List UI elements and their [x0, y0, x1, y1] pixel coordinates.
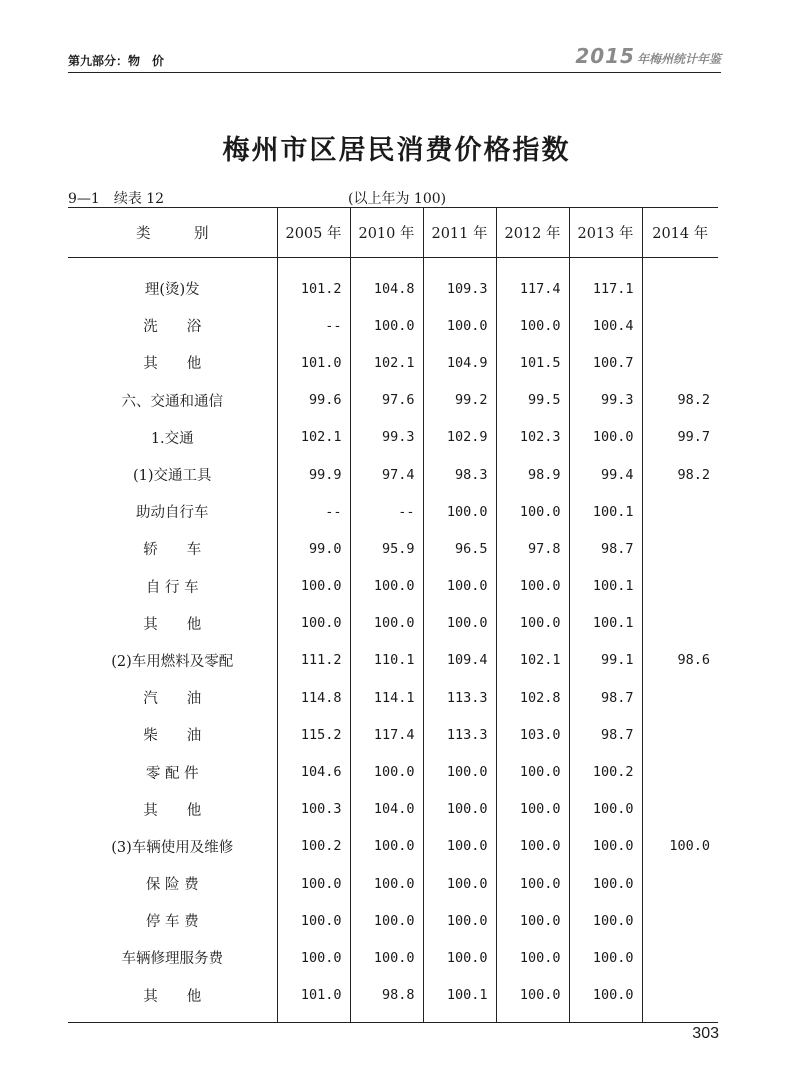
index-value-cell: 101.5 [496, 344, 569, 381]
index-value-cell [642, 679, 718, 716]
index-value-cell: 100.0 [496, 939, 569, 976]
index-value-cell: 100.0 [277, 605, 350, 642]
index-value-cell: 97.8 [496, 530, 569, 567]
table-label: 9—1 续表 12 [68, 191, 165, 207]
index-value-cell [642, 568, 718, 605]
index-value-cell [642, 493, 718, 530]
index-value-cell: 100.0 [496, 791, 569, 828]
index-value-cell: 97.6 [350, 382, 423, 419]
row-category-label: (1)交通工具 [132, 468, 212, 485]
table-row [68, 307, 718, 344]
index-value-cell: 100.0 [496, 977, 569, 1023]
row-category-label: 汽 油 [143, 691, 202, 708]
index-value-cell: 100.0 [423, 307, 496, 344]
page-number: 303 [692, 1025, 719, 1042]
row-category-label: 六、交通和通信 [121, 393, 223, 410]
index-value-cell: 100.0 [277, 865, 350, 902]
row-category-label: 其 他 [143, 616, 202, 633]
index-value-cell: 114.8 [277, 679, 350, 716]
index-value-cell: 100.0 [423, 605, 496, 642]
index-value-cell: 100.0 [569, 419, 642, 456]
price-index-table-wrap [68, 207, 718, 1023]
index-value-cell: 117.1 [569, 258, 642, 308]
index-value-cell: 114.1 [350, 679, 423, 716]
index-value-cell: 100.1 [423, 977, 496, 1023]
index-value-cell: 100.0 [569, 828, 642, 865]
table-row [68, 828, 718, 865]
table-body [68, 258, 718, 1023]
table-row [68, 865, 718, 902]
index-value-cell: 99.7 [642, 419, 718, 456]
index-value-cell: 102.8 [496, 679, 569, 716]
index-value-cell: 100.0 [350, 307, 423, 344]
index-value-cell: 103.0 [496, 716, 569, 753]
index-value-cell: 100.0 [350, 828, 423, 865]
row-category-label: 其 他 [143, 802, 202, 819]
price-index-table [68, 207, 718, 1023]
index-value-cell: 100.0 [496, 828, 569, 865]
index-value-cell: 98.9 [496, 456, 569, 493]
index-value-cell: 95.9 [350, 530, 423, 567]
index-value-cell: 109.4 [423, 642, 496, 679]
index-value-cell: 99.5 [496, 382, 569, 419]
index-value-cell [642, 865, 718, 902]
index-value-cell: 100.0 [423, 791, 496, 828]
index-value-cell: 100.0 [423, 828, 496, 865]
index-value-cell: 99.2 [423, 382, 496, 419]
row-category-label: (3)车辆使用及维修 [111, 839, 234, 856]
index-value-cell: 104.9 [423, 344, 496, 381]
index-value-cell: 98.7 [569, 679, 642, 716]
column-header-year: 2005 年 [277, 208, 350, 258]
table-row [68, 530, 718, 567]
index-value-cell [642, 939, 718, 976]
row-category-label: 停 车 费 [145, 914, 199, 931]
index-value-cell: 117.4 [350, 716, 423, 753]
index-value-cell: 100.1 [569, 568, 642, 605]
table-row [68, 939, 718, 976]
index-value-cell: 100.4 [569, 307, 642, 344]
index-value-cell: 101.0 [277, 977, 350, 1023]
row-category-label: 柴 油 [143, 728, 202, 745]
column-header-year: 2014 年 [642, 208, 718, 258]
index-value-cell: 100.0 [350, 939, 423, 976]
table-row [68, 753, 718, 790]
header-rule [68, 72, 721, 73]
index-value-cell: 97.4 [350, 456, 423, 493]
index-value-cell: 100.0 [642, 828, 718, 865]
index-value-cell: 100.0 [277, 902, 350, 939]
index-value-cell: 100.1 [569, 493, 642, 530]
table-row [68, 791, 718, 828]
index-value-cell [642, 753, 718, 790]
table-row [68, 493, 718, 530]
index-value-cell [642, 605, 718, 642]
table-row [68, 456, 718, 493]
row-category-label: 零 配 件 [145, 765, 199, 782]
table-row [68, 258, 718, 308]
index-value-cell: 100.0 [350, 865, 423, 902]
index-value-cell: 101.2 [277, 258, 350, 308]
index-value-cell [642, 977, 718, 1023]
index-value-cell: 100.0 [277, 939, 350, 976]
index-value-cell: 100.0 [496, 902, 569, 939]
column-header-year: 2012 年 [496, 208, 569, 258]
table-row [68, 382, 718, 419]
index-value-cell: 99.0 [277, 530, 350, 567]
index-value-cell: 100.0 [496, 753, 569, 790]
table-row [68, 642, 718, 679]
index-value-cell: 99.1 [569, 642, 642, 679]
table-header-row [68, 208, 718, 258]
index-value-cell: 98.8 [350, 977, 423, 1023]
row-category-label: 其 他 [143, 356, 202, 373]
index-value-cell [642, 791, 718, 828]
column-header-category: 类 别 [68, 208, 277, 258]
index-value-cell: -- [277, 307, 350, 344]
table-row [68, 977, 718, 1023]
row-category-label: 理(烫)发 [144, 282, 200, 299]
row-category-label: 助动自行车 [136, 505, 209, 522]
index-value-cell: 100.0 [496, 493, 569, 530]
index-value-cell: 102.3 [496, 419, 569, 456]
table-note: (以上年为 100) [348, 191, 447, 207]
index-value-cell: 102.9 [423, 419, 496, 456]
index-value-cell: 100.0 [569, 791, 642, 828]
table-row [68, 679, 718, 716]
index-value-cell [642, 530, 718, 567]
index-value-cell: 100.0 [496, 865, 569, 902]
index-value-cell: 98.2 [642, 382, 718, 419]
yearbook-name: 年梅州统计年鉴 [636, 52, 721, 66]
index-value-cell: 100.0 [277, 568, 350, 605]
index-value-cell: 100.0 [569, 939, 642, 976]
table-row [68, 605, 718, 642]
index-value-cell: 99.9 [277, 456, 350, 493]
index-value-cell: 101.0 [277, 344, 350, 381]
index-value-cell: 102.1 [277, 419, 350, 456]
row-category-label: 1.交通 [150, 430, 194, 447]
index-value-cell: 100.0 [569, 902, 642, 939]
index-value-cell: 100.1 [569, 605, 642, 642]
yearbook-year: 2015 [575, 44, 635, 68]
index-value-cell: 100.0 [423, 753, 496, 790]
column-header-year: 2013 年 [569, 208, 642, 258]
index-value-cell: 102.1 [496, 642, 569, 679]
index-value-cell: 99.6 [277, 382, 350, 419]
index-value-cell: 100.2 [277, 828, 350, 865]
index-value-cell: 100.7 [569, 344, 642, 381]
table-row [68, 419, 718, 456]
index-value-cell: 100.0 [423, 865, 496, 902]
index-value-cell: 117.4 [496, 258, 569, 308]
index-value-cell: 100.3 [277, 791, 350, 828]
row-category-label: 洗 浴 [143, 319, 202, 336]
index-value-cell: 98.7 [569, 716, 642, 753]
yearbook-header [575, 44, 721, 68]
section-header: 第九部分：物 价 [68, 54, 165, 68]
index-value-cell: 99.3 [569, 382, 642, 419]
index-value-cell: 100.0 [350, 753, 423, 790]
index-value-cell: 100.0 [350, 902, 423, 939]
index-value-cell: 110.1 [350, 642, 423, 679]
row-category-label: 保 险 费 [145, 877, 199, 894]
index-value-cell: 111.2 [277, 642, 350, 679]
table-row [68, 344, 718, 381]
index-value-cell: 109.3 [423, 258, 496, 308]
row-category-label: (2)车用燃料及零配 [111, 653, 234, 670]
page-title: 梅州市区居民消费价格指数 [222, 135, 571, 166]
index-value-cell: 100.0 [496, 568, 569, 605]
index-value-cell: 100.0 [423, 902, 496, 939]
index-value-cell: 100.0 [569, 977, 642, 1023]
index-value-cell: 104.0 [350, 791, 423, 828]
row-category-label: 车辆修理服务费 [121, 951, 223, 968]
index-value-cell: 100.0 [496, 605, 569, 642]
index-value-cell [642, 344, 718, 381]
index-value-cell: 115.2 [277, 716, 350, 753]
index-value-cell: 99.4 [569, 456, 642, 493]
index-value-cell [642, 902, 718, 939]
index-value-cell: 98.3 [423, 456, 496, 493]
index-value-cell: 96.5 [423, 530, 496, 567]
column-header-year: 2011 年 [423, 208, 496, 258]
table-row [68, 568, 718, 605]
index-value-cell: 100.0 [350, 568, 423, 605]
table-row [68, 902, 718, 939]
index-value-cell [642, 307, 718, 344]
index-value-cell: 98.2 [642, 456, 718, 493]
index-value-cell: 104.6 [277, 753, 350, 790]
index-value-cell: -- [350, 493, 423, 530]
index-value-cell: 100.0 [569, 865, 642, 902]
table-row [68, 716, 718, 753]
index-value-cell: 100.0 [496, 307, 569, 344]
index-value-cell: -- [277, 493, 350, 530]
index-value-cell: 100.2 [569, 753, 642, 790]
index-value-cell: 98.6 [642, 642, 718, 679]
index-value-cell: 100.0 [423, 493, 496, 530]
row-category-label: 其 他 [68, 977, 277, 1023]
index-value-cell [642, 258, 718, 308]
index-value-cell: 102.1 [350, 344, 423, 381]
index-value-cell: 104.8 [350, 258, 423, 308]
row-category-label: 自 行 车 [145, 579, 199, 596]
index-value-cell: 98.7 [569, 530, 642, 567]
index-value-cell: 100.0 [423, 939, 496, 976]
row-category-label: 轿 车 [143, 542, 202, 559]
index-value-cell: 113.3 [423, 679, 496, 716]
index-value-cell [642, 716, 718, 753]
index-value-cell: 100.0 [350, 605, 423, 642]
column-header-year: 2010 年 [350, 208, 423, 258]
index-value-cell: 99.3 [350, 419, 423, 456]
index-value-cell: 113.3 [423, 716, 496, 753]
index-value-cell: 100.0 [423, 568, 496, 605]
